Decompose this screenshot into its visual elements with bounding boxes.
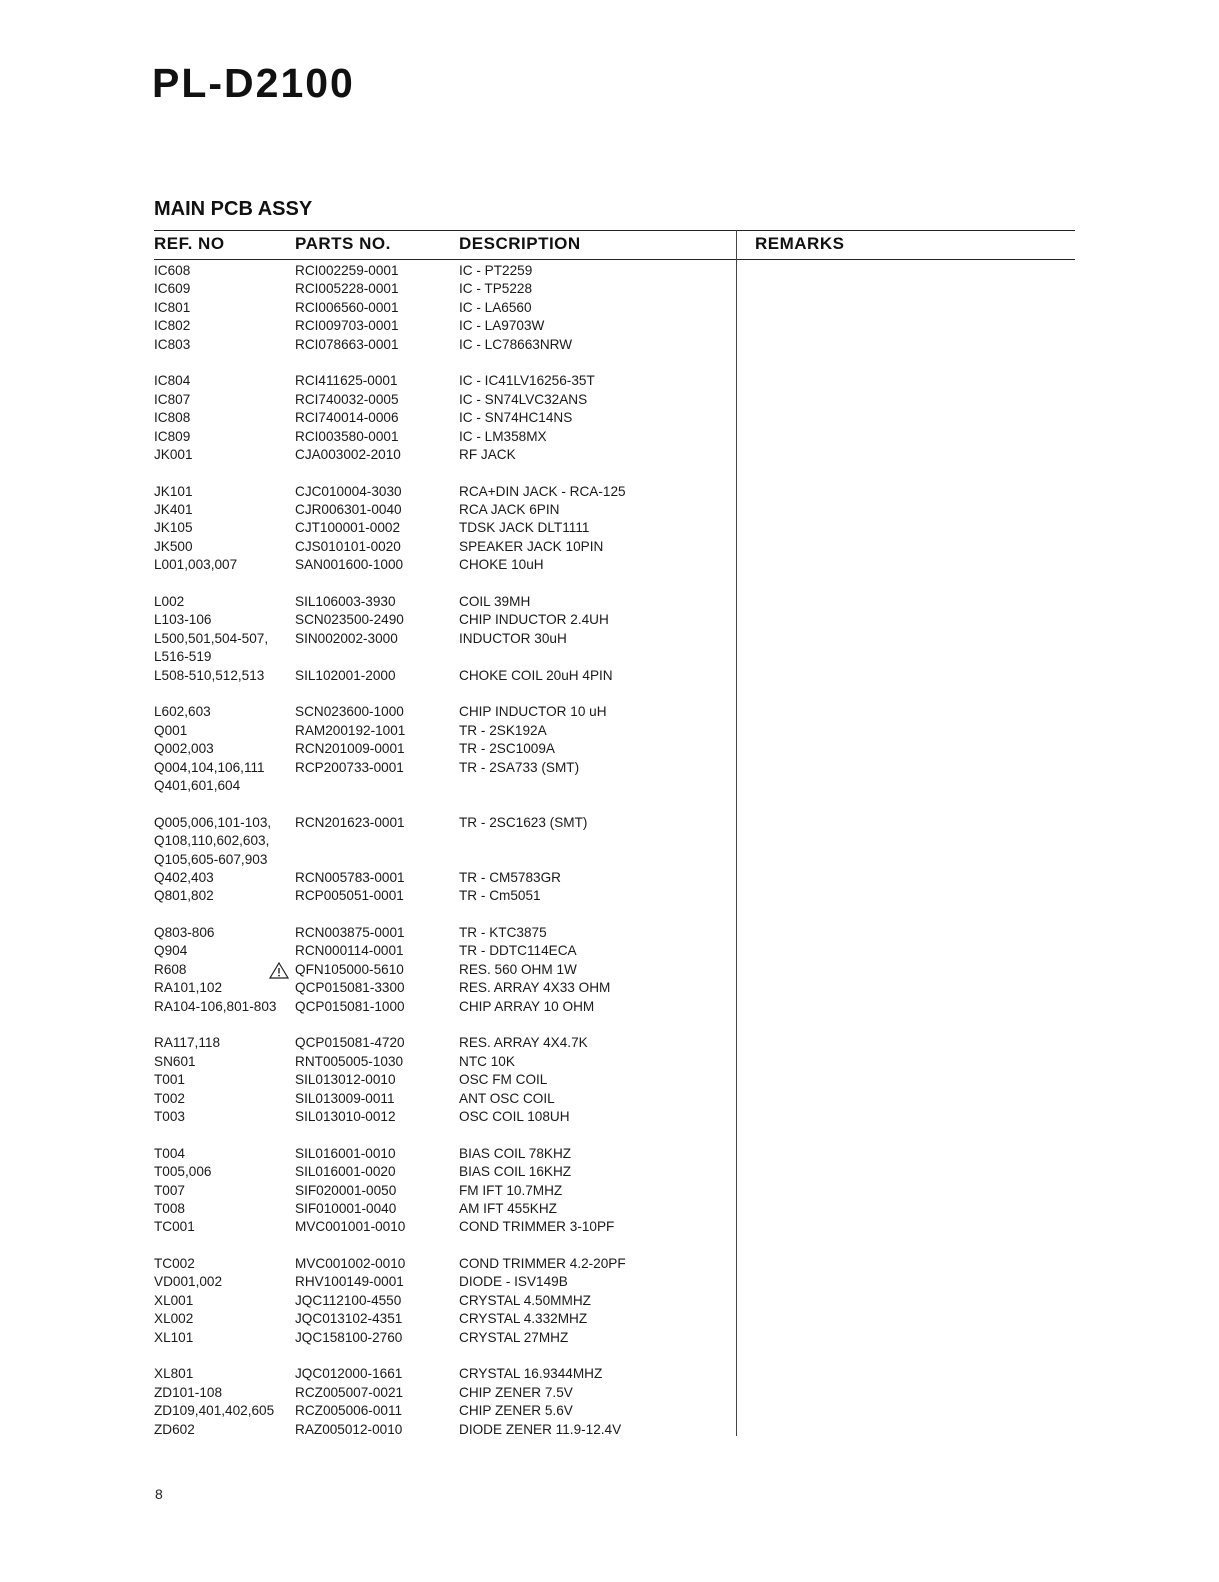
group-spacer (0, 795, 1219, 813)
table-row (0, 777, 1219, 795)
ref-no-cell: ZD101-108 (154, 1384, 223, 1400)
group-spacer (0, 354, 1219, 372)
ref-no-cell: T002 (154, 1090, 185, 1106)
description-cell: IC - LC78663NRW (459, 336, 573, 352)
description-cell: SPEAKER JACK 10PIN (459, 538, 604, 554)
description-cell: CHIP INDUCTOR 10 uH (459, 704, 607, 720)
table-row (0, 740, 1219, 758)
parts-no-cell: CJS010101-0020 (295, 538, 401, 554)
table-row (0, 1310, 1219, 1328)
ref-no-cell: Q001 (154, 722, 188, 738)
ref-no-cell: TC001 (154, 1219, 195, 1235)
parts-no-cell: RCI740014-0006 (295, 410, 399, 426)
parts-no-cell: RCN003875-0001 (295, 925, 405, 941)
ref-no-cell: T008 (154, 1200, 185, 1216)
table-row (0, 1402, 1219, 1420)
ref-no-cell: ZD602 (154, 1421, 195, 1437)
table-row (0, 372, 1219, 390)
description-cell: CRYSTAL 27MHZ (459, 1329, 569, 1345)
table-row (0, 1108, 1219, 1126)
table-row (0, 593, 1219, 611)
group-spacer (0, 906, 1219, 924)
table-row (0, 722, 1219, 740)
description-cell: IC - PT2259 (459, 263, 533, 278)
ref-no-cell: IC802 (154, 318, 191, 334)
table-row (0, 1421, 1219, 1439)
description-cell: TR - 2SA733 (SMT) (459, 759, 580, 775)
ref-no-cell: RA101,102 (154, 980, 223, 996)
ref-no-cell: Q005,006,101-103, (154, 814, 272, 830)
ref-no-cell: T007 (154, 1182, 185, 1198)
description-cell: BIAS COIL 78KHZ (459, 1145, 572, 1161)
table-row (0, 942, 1219, 960)
table-row (0, 262, 1219, 280)
parts-no-cell: RNT005005-1030 (295, 1053, 404, 1069)
table-row (0, 1200, 1219, 1218)
description-cell: NTC 10K (459, 1053, 515, 1069)
parts-no-cell: JQC013102-4351 (295, 1311, 403, 1327)
description-cell: CHOKE COIL 20uH 4PIN (459, 667, 613, 683)
table-row (0, 979, 1219, 997)
description-cell: RES. 560 OHM 1W (459, 961, 577, 977)
ref-no-cell: JK001 (154, 446, 193, 462)
table-row (0, 1292, 1219, 1310)
parts-no-cell: QCP015081-4720 (295, 1035, 405, 1051)
parts-no-cell: RCN201623-0001 (295, 814, 405, 830)
table-row (0, 1255, 1219, 1273)
parts-no-cell: JQC112100-4550 (295, 1292, 402, 1308)
description-cell: IC - SN74HC14NS (459, 410, 573, 426)
parts-no-cell: RCN000114-0001 (295, 943, 404, 959)
table-row (0, 851, 1219, 869)
parts-no-cell: CJA003002-2010 (295, 446, 401, 462)
table-row (0, 1384, 1219, 1402)
parts-no-cell: SCN023500-2490 (295, 612, 404, 628)
ref-no-cell: JK500 (154, 538, 193, 554)
description-cell: RCA+DIN JACK - RCA-125 (459, 483, 626, 499)
group-spacer (0, 685, 1219, 703)
description-cell: CHIP ZENER 5.6V (459, 1403, 573, 1419)
header-ref-no: REF. NO (154, 234, 225, 253)
parts-no-cell: SIL013009-0011 (295, 1090, 395, 1106)
ref-no-cell: L508-510,512,513 (154, 667, 265, 683)
ref-no-cell: SN601 (154, 1053, 196, 1069)
table-row (0, 446, 1219, 464)
table-row (0, 924, 1219, 942)
parts-no-cell: RCN005783-0001 (295, 869, 405, 885)
description-cell: ANT OSC COIL (459, 1090, 555, 1106)
header-description: DESCRIPTION (459, 234, 581, 253)
table-row (0, 1182, 1219, 1200)
parts-no-cell: RCN201009-0001 (295, 741, 405, 757)
description-cell: OSC FM COIL (459, 1072, 548, 1088)
ref-no-cell: L002 (154, 594, 185, 610)
table-row (0, 280, 1219, 298)
ref-no-cell: IC608 (154, 263, 191, 278)
parts-no-cell: JQC158100-2760 (295, 1329, 403, 1345)
description-cell: COIL 39MH (459, 594, 531, 610)
ref-no-cell: RA104-106,801-803 (154, 998, 277, 1014)
ref-no-cell: L001,003,007 (154, 557, 238, 573)
ref-no-cell: Q801,802 (154, 888, 214, 904)
description-cell: TR - Cm5051 (459, 888, 541, 904)
parts-no-cell: SIL016001-0010 (295, 1145, 396, 1161)
table-row (0, 1071, 1219, 1089)
description-cell: COND TRIMMER 4.2-20PF (459, 1256, 626, 1272)
table-top-rule (154, 230, 1075, 231)
parts-no-cell: RCZ005006-0011 (295, 1403, 403, 1419)
table-row (0, 869, 1219, 887)
table-row (0, 317, 1219, 335)
parts-no-cell: QCP015081-1000 (295, 998, 405, 1014)
description-cell: IC - TP5228 (459, 281, 533, 297)
description-cell: COND TRIMMER 3-10PF (459, 1219, 615, 1235)
parts-no-cell: RCI005228-0001 (295, 281, 399, 297)
table-row (0, 1090, 1219, 1108)
table-row (0, 759, 1219, 777)
description-cell: CHIP INDUCTOR 2.4UH (459, 612, 609, 628)
table-row (0, 961, 1219, 979)
model-title: PL-D2100 (152, 60, 355, 106)
table-row (0, 1329, 1219, 1347)
table-row (0, 538, 1219, 556)
ref-no-cell: JK105 (154, 520, 193, 536)
ref-no-cell: XL801 (154, 1366, 194, 1382)
parts-no-cell: CJT100001-0002 (295, 520, 401, 536)
description-cell: CHIP ARRAY 10 OHM (459, 998, 595, 1014)
ref-no-cell: IC609 (154, 281, 191, 297)
parts-no-cell: QFN105000-5610 (295, 961, 404, 977)
parts-no-cell: QCP015081-3300 (295, 980, 405, 996)
ref-no-cell: R608 (154, 961, 187, 977)
table-row (0, 428, 1219, 446)
ref-no-cell: Q002,003 (154, 741, 214, 757)
ref-no-cell: IC808 (154, 410, 191, 426)
table-row (0, 832, 1219, 850)
description-cell: OSC COIL 108UH (459, 1108, 570, 1124)
table-row (0, 667, 1219, 685)
ref-no-cell: IC801 (154, 299, 191, 315)
description-cell: IC - LA9703W (459, 318, 545, 334)
parts-no-cell: RCI003580-0001 (295, 428, 399, 444)
parts-no-cell: MVC001002-0010 (295, 1256, 406, 1272)
group-spacer (0, 1237, 1219, 1255)
table-row (0, 648, 1219, 666)
description-cell: DIODE - ISV149B (459, 1274, 568, 1290)
description-cell: IC - LM358MX (459, 428, 547, 444)
parts-no-cell: CJR006301-0040 (295, 502, 402, 518)
ref-no-cell: TC002 (154, 1256, 195, 1272)
description-cell: RES. ARRAY 4X4.7K (459, 1035, 588, 1051)
ref-no-cell: L500,501,504-507, (154, 630, 269, 646)
table-row (0, 1034, 1219, 1052)
description-cell: CRYSTAL 16.9344MHZ (459, 1366, 603, 1382)
ref-no-cell: Q004,104,106,111 (154, 759, 265, 775)
description-cell: AM IFT 455KHZ (459, 1200, 557, 1216)
parts-no-cell: RCI006560-0001 (295, 299, 399, 315)
table-row (0, 556, 1219, 574)
table-row (0, 519, 1219, 537)
table-row (0, 391, 1219, 409)
description-cell: TR - 2SK192A (459, 722, 547, 738)
table-row (0, 483, 1219, 501)
table-row (0, 299, 1219, 317)
ref-no-cell: VD001,002 (154, 1274, 223, 1290)
table-row (0, 703, 1219, 721)
parts-no-cell: RCI740032-0005 (295, 391, 399, 407)
table-row (0, 998, 1219, 1016)
ref-no-cell: IC804 (154, 373, 191, 389)
table-row (0, 1273, 1219, 1291)
ref-no-cell: XL002 (154, 1311, 194, 1327)
page-number: 8 (155, 1486, 163, 1502)
ref-no-cell: Q803-806 (154, 925, 215, 941)
parts-no-cell: RHV100149-0001 (295, 1274, 404, 1290)
description-cell: DIODE ZENER 11.9-12.4V (459, 1421, 622, 1437)
description-cell: CHIP ZENER 7.5V (459, 1384, 573, 1400)
description-cell: TR - KTC3875 (459, 925, 547, 941)
ref-no-cell: JK101 (154, 483, 193, 499)
description-cell: RCA JACK 6PIN (459, 502, 560, 518)
ref-no-cell: IC809 (154, 428, 191, 444)
ref-no-cell: T004 (154, 1145, 185, 1161)
section-title: MAIN PCB ASSY (154, 198, 313, 220)
description-cell: TR - 2SC1623 (SMT) (459, 814, 588, 830)
parts-no-cell: SIF020001-0050 (295, 1182, 397, 1198)
group-spacer (0, 575, 1219, 593)
header-remarks: REMARKS (755, 234, 845, 253)
ref-no-cell: L516-519 (154, 649, 212, 665)
table-row (0, 887, 1219, 905)
group-spacer (0, 1347, 1219, 1365)
parts-no-cell: RAM200192-1001 (295, 722, 406, 738)
parts-no-cell: SIF010001-0040 (295, 1200, 397, 1216)
parts-no-cell: RCI078663-0001 (295, 336, 399, 352)
parts-no-cell: RAZ005012-0010 (295, 1421, 403, 1437)
ref-no-cell: IC803 (154, 336, 191, 352)
description-cell: IC - LA6560 (459, 299, 532, 315)
safety-warning-icon (269, 962, 289, 979)
table-row (0, 611, 1219, 629)
table-row (0, 336, 1219, 354)
ref-no-cell: Q108,110,602,603, (154, 833, 270, 849)
parts-no-cell: SCN023600-1000 (295, 704, 404, 720)
ref-no-cell: Q401,601,604 (154, 777, 241, 793)
ref-no-cell: T003 (154, 1108, 185, 1124)
parts-no-cell: RCI009703-0001 (295, 318, 399, 334)
ref-no-cell: XL001 (154, 1292, 194, 1308)
ref-no-cell: IC807 (154, 391, 191, 407)
description-cell: INDUCTOR 30uH (459, 630, 567, 646)
parts-no-cell: SIL102001-2000 (295, 667, 396, 683)
description-cell: CHOKE 10uH (459, 557, 544, 573)
description-cell: TR - CM5783GR (459, 869, 561, 885)
ref-no-cell: ZD109,401,402,605 (154, 1403, 275, 1419)
parts-no-cell: SIN002002-3000 (295, 630, 398, 646)
parts-table-body (0, 262, 1219, 1439)
description-cell: TDSK JACK DLT1111 (459, 520, 590, 536)
ref-no-cell: L602,603 (154, 704, 211, 720)
ref-no-cell: Q904 (154, 943, 188, 959)
description-cell: TR - DDTC114ECA (459, 943, 577, 959)
parts-no-cell: RCP200733-0001 (295, 759, 404, 775)
description-cell: CRYSTAL 4.332MHZ (459, 1311, 588, 1327)
parts-no-cell: SIL106003-3930 (295, 594, 396, 610)
table-row (0, 1163, 1219, 1181)
ref-no-cell: XL101 (154, 1329, 194, 1345)
ref-no-cell: Q402,403 (154, 869, 214, 885)
table-row (0, 630, 1219, 648)
parts-no-cell: CJC010004-3030 (295, 483, 402, 499)
parts-no-cell: JQC012000-1661 (295, 1366, 403, 1382)
parts-no-cell: RCP005051-0001 (295, 888, 404, 904)
ref-no-cell: T005,006 (154, 1164, 212, 1180)
description-cell: BIAS COIL 16KHZ (459, 1164, 572, 1180)
table-row (0, 409, 1219, 427)
table-header-rule (154, 259, 1075, 260)
description-cell: RES. ARRAY 4X33 OHM (459, 980, 611, 996)
description-cell: TR - 2SC1009A (459, 741, 555, 757)
table-row (0, 814, 1219, 832)
description-cell: FM IFT 10.7MHZ (459, 1182, 563, 1198)
parts-no-cell: RCZ005007-0021 (295, 1384, 404, 1400)
table-row (0, 501, 1219, 519)
parts-no-cell: SIL013012-0010 (295, 1072, 396, 1088)
group-spacer (0, 1016, 1219, 1034)
ref-no-cell: T001 (154, 1072, 185, 1088)
table-row (0, 1145, 1219, 1163)
parts-no-cell: SIL013010-0012 (295, 1108, 396, 1124)
description-cell: IC - IC41LV16256-35T (459, 373, 595, 389)
table-row (0, 1365, 1219, 1383)
group-spacer (0, 464, 1219, 482)
parts-no-cell: MVC001001-0010 (295, 1219, 406, 1235)
header-parts-no: PARTS NO. (295, 234, 391, 253)
ref-no-cell: Q105,605-607,903 (154, 851, 268, 867)
ref-no-cell: L103-106 (154, 612, 212, 628)
group-spacer (0, 1126, 1219, 1144)
description-cell: RF JACK (459, 446, 516, 462)
table-row (0, 1053, 1219, 1071)
parts-no-cell: RCI411625-0001 (295, 373, 398, 389)
parts-no-cell: SAN001600-1000 (295, 557, 404, 573)
table-row (0, 1218, 1219, 1236)
ref-no-cell: RA117,118 (154, 1035, 221, 1051)
ref-no-cell: JK401 (154, 502, 193, 518)
description-cell: IC - SN74LVC32ANS (459, 391, 588, 407)
description-cell: CRYSTAL 4.50MMHZ (459, 1292, 591, 1308)
parts-no-cell: SIL016001-0020 (295, 1164, 396, 1180)
parts-no-cell: RCI002259-0001 (295, 263, 399, 278)
